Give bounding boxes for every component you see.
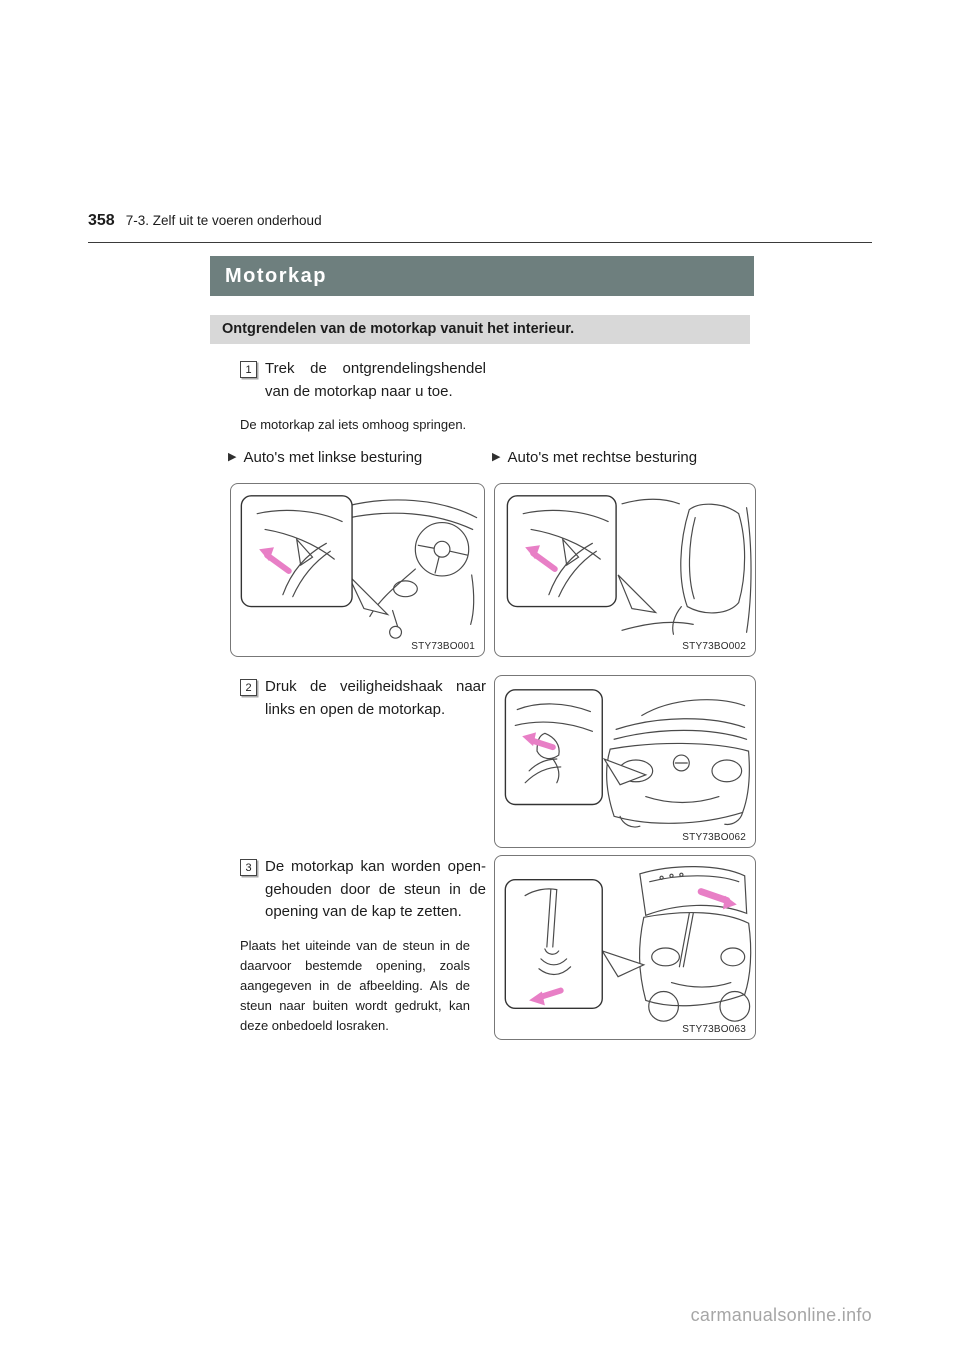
step-text: Druk de veiligheidshaak naar links en open de motorkap. [265,678,486,718]
section-title: 7-3. Zelf uit te voeren onderhoud [125,213,322,228]
page-title: Motorkap [210,256,754,296]
step-number-badge: 3 [240,859,257,876]
step-3 [240,856,488,1036]
pointer-icon: ▶ [492,451,501,463]
figure-hood-support [494,855,756,1040]
column-header-left [228,449,422,466]
line-art-interior-lhd [231,484,484,656]
figure-code: STY73BO002 [682,641,746,652]
figure-interior-lhd [230,483,485,657]
step-1 [240,358,488,435]
line-art-interior-rhd [495,484,755,656]
step-note: Plaats het uiteinde van de steun in de daarvoor bestemde opening, zoals aangegeven in de afbeelding. Als de steun naar buiten wordt gedrukt, kan deze onbedoeld losraken. [240,937,470,1034]
step-note: De motorkap zal iets omhoog springen. [240,417,467,432]
step-number-badge: 1 [240,361,257,378]
step-2 [240,676,488,721]
page-header [88,212,322,230]
figure-code: STY73BO062 [682,832,746,843]
step-number-badge: 2 [240,679,257,696]
figure-interior-rhd [494,483,756,657]
line-art-hood-support [495,856,755,1039]
column-header-right [492,449,697,466]
subtitle-bar: Ontgrendelen van de motorkap vanuit het interieur. [210,315,750,344]
column-label-left: Auto's met linkse besturing [243,449,423,466]
line-art-safety-catch [495,676,755,847]
column-label-right: Auto's met rechtse besturing [507,449,698,466]
figure-code: STY73BO001 [411,641,475,652]
step-text: Trek de ontgrendelingshendel van de motorkap naar u toe. [265,360,486,400]
header-rule [88,242,872,243]
page-number: 358 [88,212,115,229]
watermark: carmanualsonline.info [690,1305,872,1325]
step-text: De motorkap kan worden opengehouden door de steun in de opening van de kap te zetten. [265,858,486,920]
figure-code: STY73BO063 [682,1024,746,1035]
pointer-icon: ▶ [228,451,237,463]
figure-safety-catch [494,675,756,848]
